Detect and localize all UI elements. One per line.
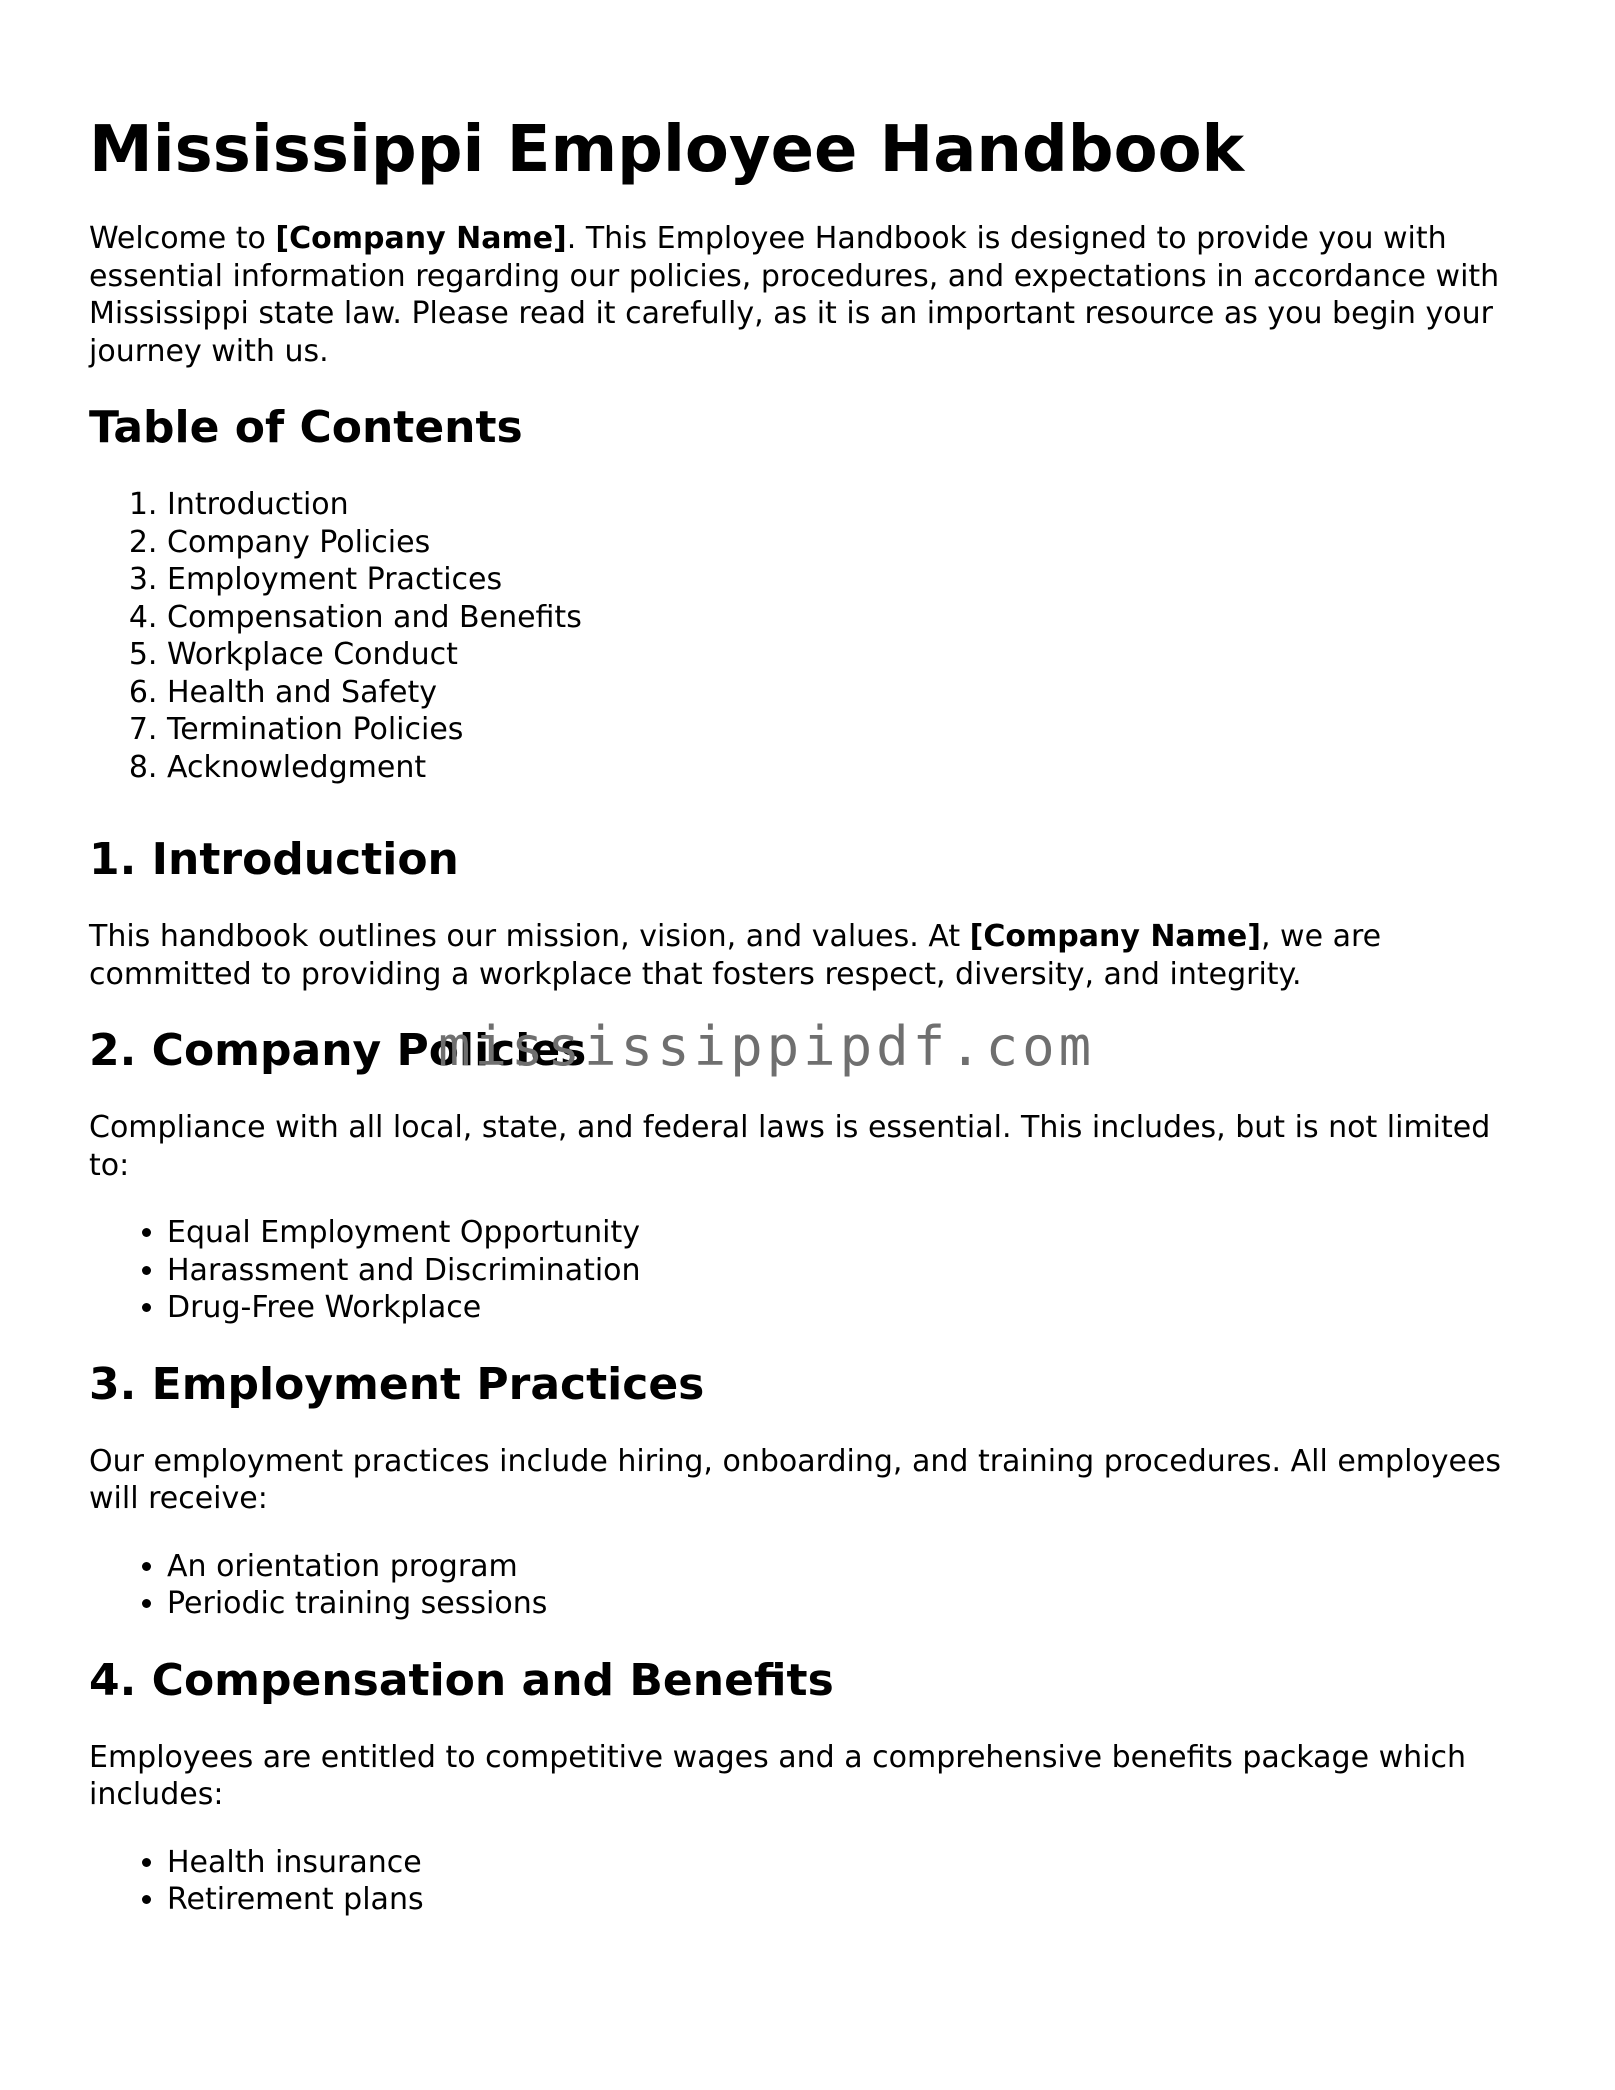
list-item: • Health insurance: [167, 1844, 1529, 1882]
toc-item: 7. Termination Policies: [167, 711, 1529, 749]
company-name-placeholder: [Company Name]: [275, 221, 567, 256]
toc-item: 2. Company Policies: [167, 524, 1529, 562]
toc-item: 1. Introduction: [167, 486, 1529, 524]
section-employment-heading: 3. Employment Practices: [89, 1358, 705, 1410]
section-employment-text: Our employment practices include hiring, onboarding, and training procedures. All employees will receive:: [89, 1443, 1502, 1516]
toc-item: 4. Compensation and Benefits: [167, 599, 1529, 637]
list-item: • Harassment and Discrimination: [167, 1252, 1529, 1290]
list-item: • Retirement plans: [167, 1881, 1529, 1919]
company-name-placeholder: [Company Name]: [969, 919, 1261, 954]
watermark: mississippipdf.com: [438, 1015, 1096, 1078]
toc-heading: Table of Contents: [89, 402, 523, 453]
section-introduction-text: [89, 918, 1529, 993]
intro-text-after: . This Employee Handbook is designed to provide you with essential information regarding our policies, procedures, and expectations in accordance with Mississippi state law. Please read it carefully, as it is an important resource as you begin your journey with us.: [89, 221, 1500, 369]
section-compensation-text: Employees are entitled to competitive wages and a comprehensive benefits package which includes:: [89, 1739, 1466, 1812]
document-page: [89, 110, 1529, 1949]
toc-item: 6. Health and Safety: [167, 674, 1529, 712]
section-policies-text: Compliance with all local, state, and federal laws is essential. This includes, but is not limited to:: [89, 1110, 1491, 1183]
page-title: Mississippi Employee Handbook: [89, 113, 1245, 187]
intro-text-before: Welcome to: [89, 221, 276, 256]
intro-section-text-after: , we are committed to providing a workplace that fosters respect, diversity, and integrity.: [89, 919, 1382, 992]
section-introduction-heading: 1. Introduction: [89, 834, 459, 885]
toc-item: 8. Acknowledgment: [167, 749, 1529, 787]
list-item: • Periodic training sessions: [167, 1585, 1529, 1623]
toc-item: 5. Workplace Conduct: [167, 636, 1529, 674]
list-item: • Drug-Free Workplace: [167, 1289, 1529, 1327]
list-item: • Equal Employment Opportunity: [167, 1214, 1529, 1252]
compensation-list: [89, 1844, 1529, 1919]
intro-paragraph: [89, 220, 1529, 370]
policies-list: [89, 1214, 1529, 1327]
toc-list: [89, 486, 1529, 786]
intro-section-text-before: This handbook outlines our mission, vision, and values. At: [89, 919, 970, 954]
toc-item: 3. Employment Practices: [167, 561, 1529, 599]
section-compensation-heading: 4. Compensation and Benefits: [89, 1654, 834, 1706]
employment-list: [89, 1548, 1529, 1623]
list-item: • An orientation program: [167, 1548, 1529, 1586]
section-policies-heading: 2. Company Policies: [89, 1025, 587, 1076]
